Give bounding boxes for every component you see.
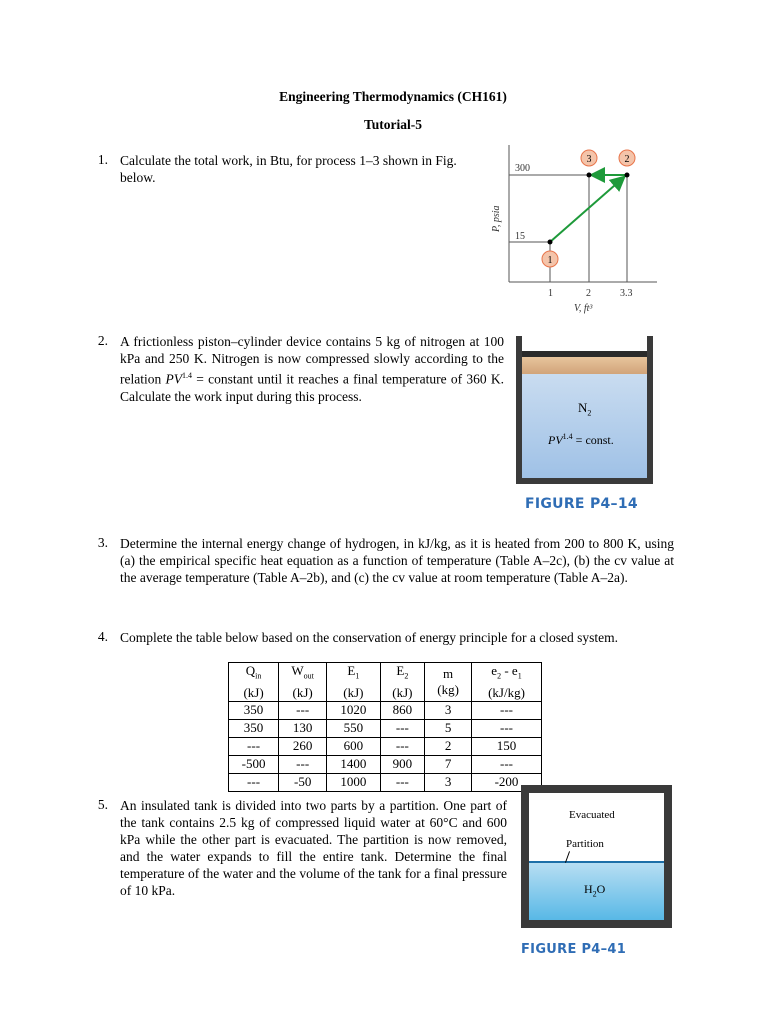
- table-cell: ---: [471, 719, 541, 737]
- table-cell: ---: [380, 719, 425, 737]
- state-2-point: [625, 173, 630, 178]
- table-cell: 900: [380, 755, 425, 773]
- x-tick-1: 1: [548, 288, 553, 299]
- table-row: [229, 719, 542, 737]
- question-3-text: Determine the internal energy change of hydrogen, in kJ/kg, as it is heated from 200 to 800 K, using (a) the empirical specific heat equation as a function of temperature (Table A–2c), (b) the cv value at the average temperature (Table A–2b), and (c) the cv value at room temperature (Table A–2a).: [120, 536, 674, 585]
- table-row: [229, 773, 542, 791]
- state-1-point: [548, 240, 553, 245]
- figure-p4-14-caption: FIGURE P4–14: [525, 496, 638, 512]
- y-axis-label: P, psia: [491, 205, 502, 232]
- y-tick-300: 300: [515, 163, 530, 174]
- col-m: m (kg): [425, 663, 472, 702]
- table-cell: ---: [471, 755, 541, 773]
- process-1-2-line: [550, 178, 623, 242]
- state-3-point: [587, 173, 592, 178]
- question-2-text: A frictionless piston–cylinder device contains 5 kg of nitrogen at 100 kPa and 250 K. Nitrogen is now compressed slowly according to the relation $PV^{1.4}$ = constant until it reaches a final temperature of 360 K. Calculate the work input during this process.: [120, 334, 504, 404]
- table-cell: 7: [425, 755, 472, 773]
- pv-diagram: [482, 140, 672, 318]
- table-cell: 3: [425, 773, 472, 791]
- pv-relation-label: $PV^{1.4}$ = const.: [548, 432, 614, 447]
- question-1-text: Calculate the total work, in Btu, for process 1–3 shown in Fig. below.: [120, 153, 457, 185]
- question-2-number: 2.: [97, 333, 108, 348]
- table-row: [229, 701, 542, 719]
- energy-table: [228, 662, 542, 792]
- table-cell: 2: [425, 737, 472, 755]
- table-cell: ---: [229, 773, 279, 791]
- table-cell: ---: [279, 755, 327, 773]
- table-cell: 350: [229, 701, 279, 719]
- partition-line: [529, 861, 664, 863]
- tutorial-title: Tutorial-5: [363, 117, 422, 132]
- question-5-number: 5.: [97, 797, 108, 812]
- table-cell: 1020: [327, 701, 380, 719]
- table-cell: 130: [279, 719, 327, 737]
- table-cell: ---: [279, 701, 327, 719]
- cylinder-bottom: [516, 478, 653, 484]
- col-e2: $E_2$ (kJ): [380, 663, 425, 702]
- question-4-text: Complete the table below based on the conservation of energy principle for a closed system.: [120, 630, 618, 645]
- cylinder-right-wall: [647, 336, 653, 484]
- state-1-label: 1: [547, 255, 553, 266]
- water-label: $H_2O$: [584, 882, 606, 899]
- table-cell: ---: [380, 737, 425, 755]
- question-3-number: 3.: [97, 535, 108, 550]
- col-e1: $E_1$ (kJ): [327, 663, 380, 702]
- figure-p4-41-caption: FIGURE P4–41: [521, 942, 627, 957]
- table-cell: -500: [229, 755, 279, 773]
- table-cell: 150: [471, 737, 541, 755]
- question-4-number: 4.: [97, 629, 108, 644]
- x-axis-label: V, ft³: [574, 303, 593, 314]
- state-2-label: 2: [624, 154, 630, 165]
- x-tick-2: 2: [586, 288, 591, 299]
- table-cell: 550: [327, 719, 380, 737]
- course-title: Engineering Thermodynamics (CH161): [279, 89, 507, 104]
- partition-label: Partition: [566, 838, 604, 850]
- col-qin: $Q_{in}$ (kJ): [229, 663, 279, 702]
- table-cell: 1000: [327, 773, 380, 791]
- question-1-number: 1.: [97, 152, 108, 167]
- gas-label: $N_2$: [578, 400, 592, 418]
- question-5-text: An insulated tank is divided into two parts by a partition. One part of the tank contains 2.5 kg of compressed liquid water at 60°C and 600 kPa while the other part is evacuated. The partition is now removed, and the water expands to fill the entire tank. Determine the final temperature of the water and the volume of the tank for a final pressure of 10 kPa.: [120, 798, 507, 898]
- gas-region: [522, 374, 647, 478]
- table-row: [229, 755, 542, 773]
- table-cell: -50: [279, 773, 327, 791]
- piston-body: [522, 357, 647, 374]
- table-cell: 350: [229, 719, 279, 737]
- x-tick-3-3: 3.3: [620, 288, 633, 299]
- state-3-label: 3: [586, 154, 592, 165]
- col-wout: $W_{out}$ (kJ): [279, 663, 327, 702]
- insulated-tank-figure: [521, 785, 672, 928]
- table-cell: 3: [425, 701, 472, 719]
- evacuated-region: [529, 793, 664, 862]
- evacuated-label: Evacuated: [569, 809, 615, 821]
- table-cell: -200: [471, 773, 541, 791]
- table-cell: ---: [380, 773, 425, 791]
- table-cell: ---: [229, 737, 279, 755]
- table-cell: 5: [425, 719, 472, 737]
- table-cell: 600: [327, 737, 380, 755]
- piston-cylinder-figure: [516, 336, 653, 484]
- y-tick-15: 15: [515, 231, 525, 242]
- table-row: [229, 737, 542, 755]
- table-cell: ---: [471, 701, 541, 719]
- table-cell: 1400: [327, 755, 380, 773]
- table-cell: 860: [380, 701, 425, 719]
- table-cell: 260: [279, 737, 327, 755]
- col-e2-e1: $e_2 - e_1$ (kJ/kg): [471, 663, 541, 702]
